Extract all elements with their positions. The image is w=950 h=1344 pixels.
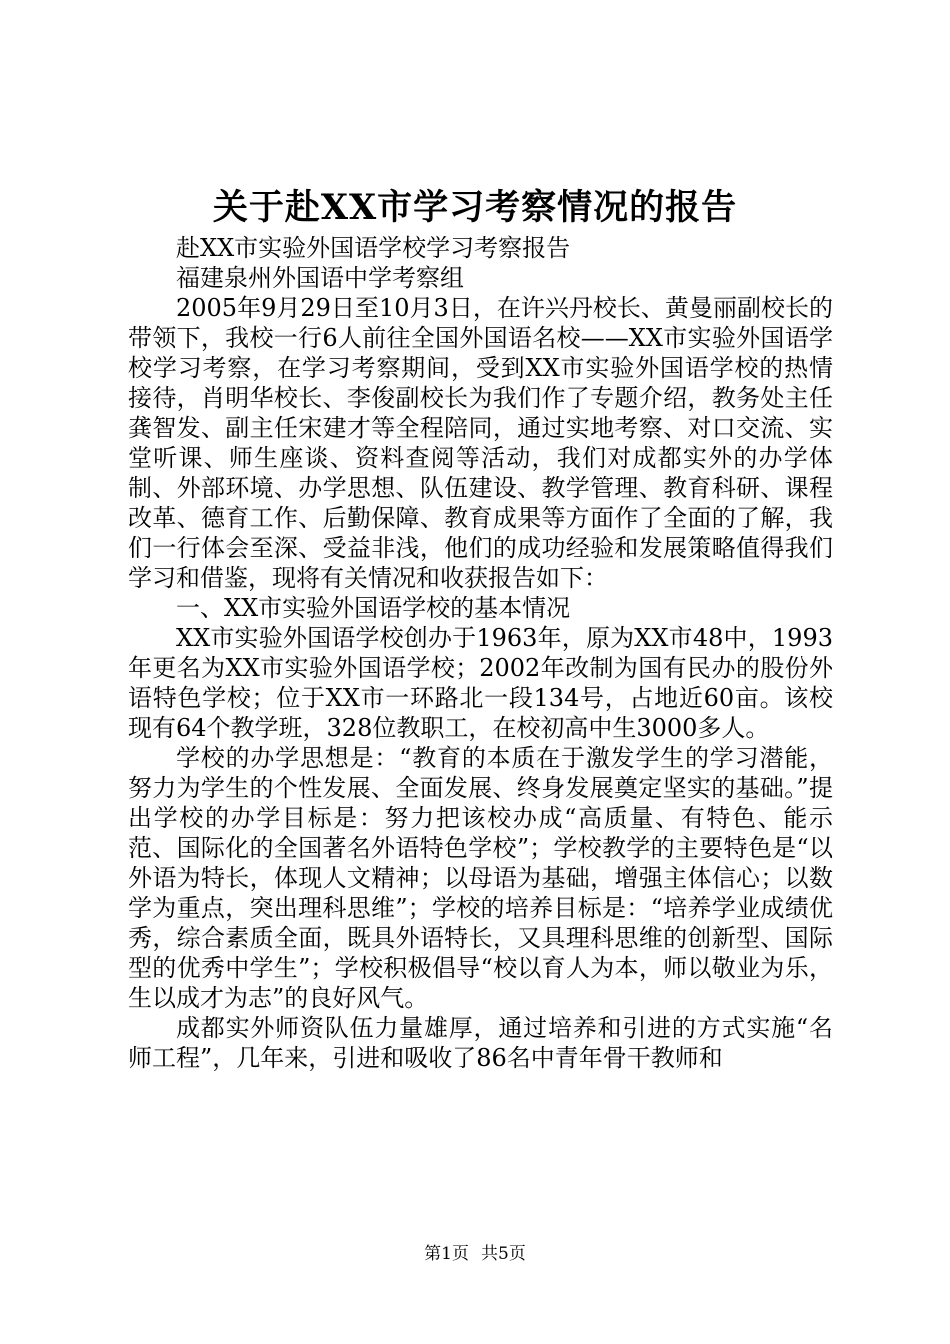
- report-subtitle: 赴XX市实验外国语学校学习考察报告: [176, 234, 571, 262]
- body-paragraph: 学校的办学思想是：“教育的本质在于激发学生的学习潜能，努力为学生的个性发展、全面发展、终身发展奠定坚实的基础。”提出学校的办学目标是：努力把该校办成“高质量、有特色、能示范、国际化的全国著名外语特色学校”；学校教学的主要特色是“以外语为特长，体现人文精神；以母语为基础，增强主体信心；以数学为重点，突出理科思维”；学校的培养目标是：“培养学业成绩优秀，综合素质全面，既具外语特长，又具理科思维的创新型、国际型的优秀中学生”；学校积极倡导“校以育人为本，师以敬业为乐，生以成才为志”的良好风气。: [128, 744, 833, 1012]
- page-footer: [0, 1243, 950, 1265]
- body-paragraph: 2005年9月29日至10月3日，在许兴丹校长、黄曼丽副校长的带领下，我校一行6人前往全国外国语名校——XX市实验外国语学校学习考察，在学习考察期间，受到XX市实验外国语学校的热情接待，肖明华校长、李俊副校长为我们作了专题介绍，教务处主任龚智发、副主任宋建才等全程陪同，通过实地考察、对口交流、实堂听课、师生座谈、资料查阅等活动，我们对成都实外的办学体制、外部环境、办学思想、队伍建设、教学管理、教育科研、课程改革、德育工作、后勤保障、教育成果等方面作了全面的了解，我们一行体会至深、受益非浅，他们的成功经验和发展策略值得我们学习和借鉴，现将有关情况和收获报告如下：: [128, 294, 833, 592]
- body-paragraph: XX市实验外国语学校创办于1963年，原为XX市48中，1993年更名为XX市实验外国语学校；2002年改制为国有民办的股份外语特色学校；位于XX市一环路北一段134号，占地近60亩。该校现有64个教学班，328位教职工，在校初高中生3000多人。: [128, 624, 833, 742]
- page-number: 第1页: [424, 1244, 469, 1264]
- section-heading: 一、XX市实验外国语学校的基本情况: [176, 594, 571, 622]
- body-paragraph: 成都实外师资队伍力量雄厚，通过培养和引进的方式实施“名师工程”，几年来，引进和吸收了86名中青年骨干教师和: [128, 1014, 833, 1072]
- page-total: 共5页: [481, 1244, 526, 1264]
- document-body: [128, 233, 833, 1073]
- document-title: 关于赴XX市学习考察情况的报告: [212, 187, 738, 228]
- report-author-group: 福建泉州外国语中学考察组: [176, 264, 464, 292]
